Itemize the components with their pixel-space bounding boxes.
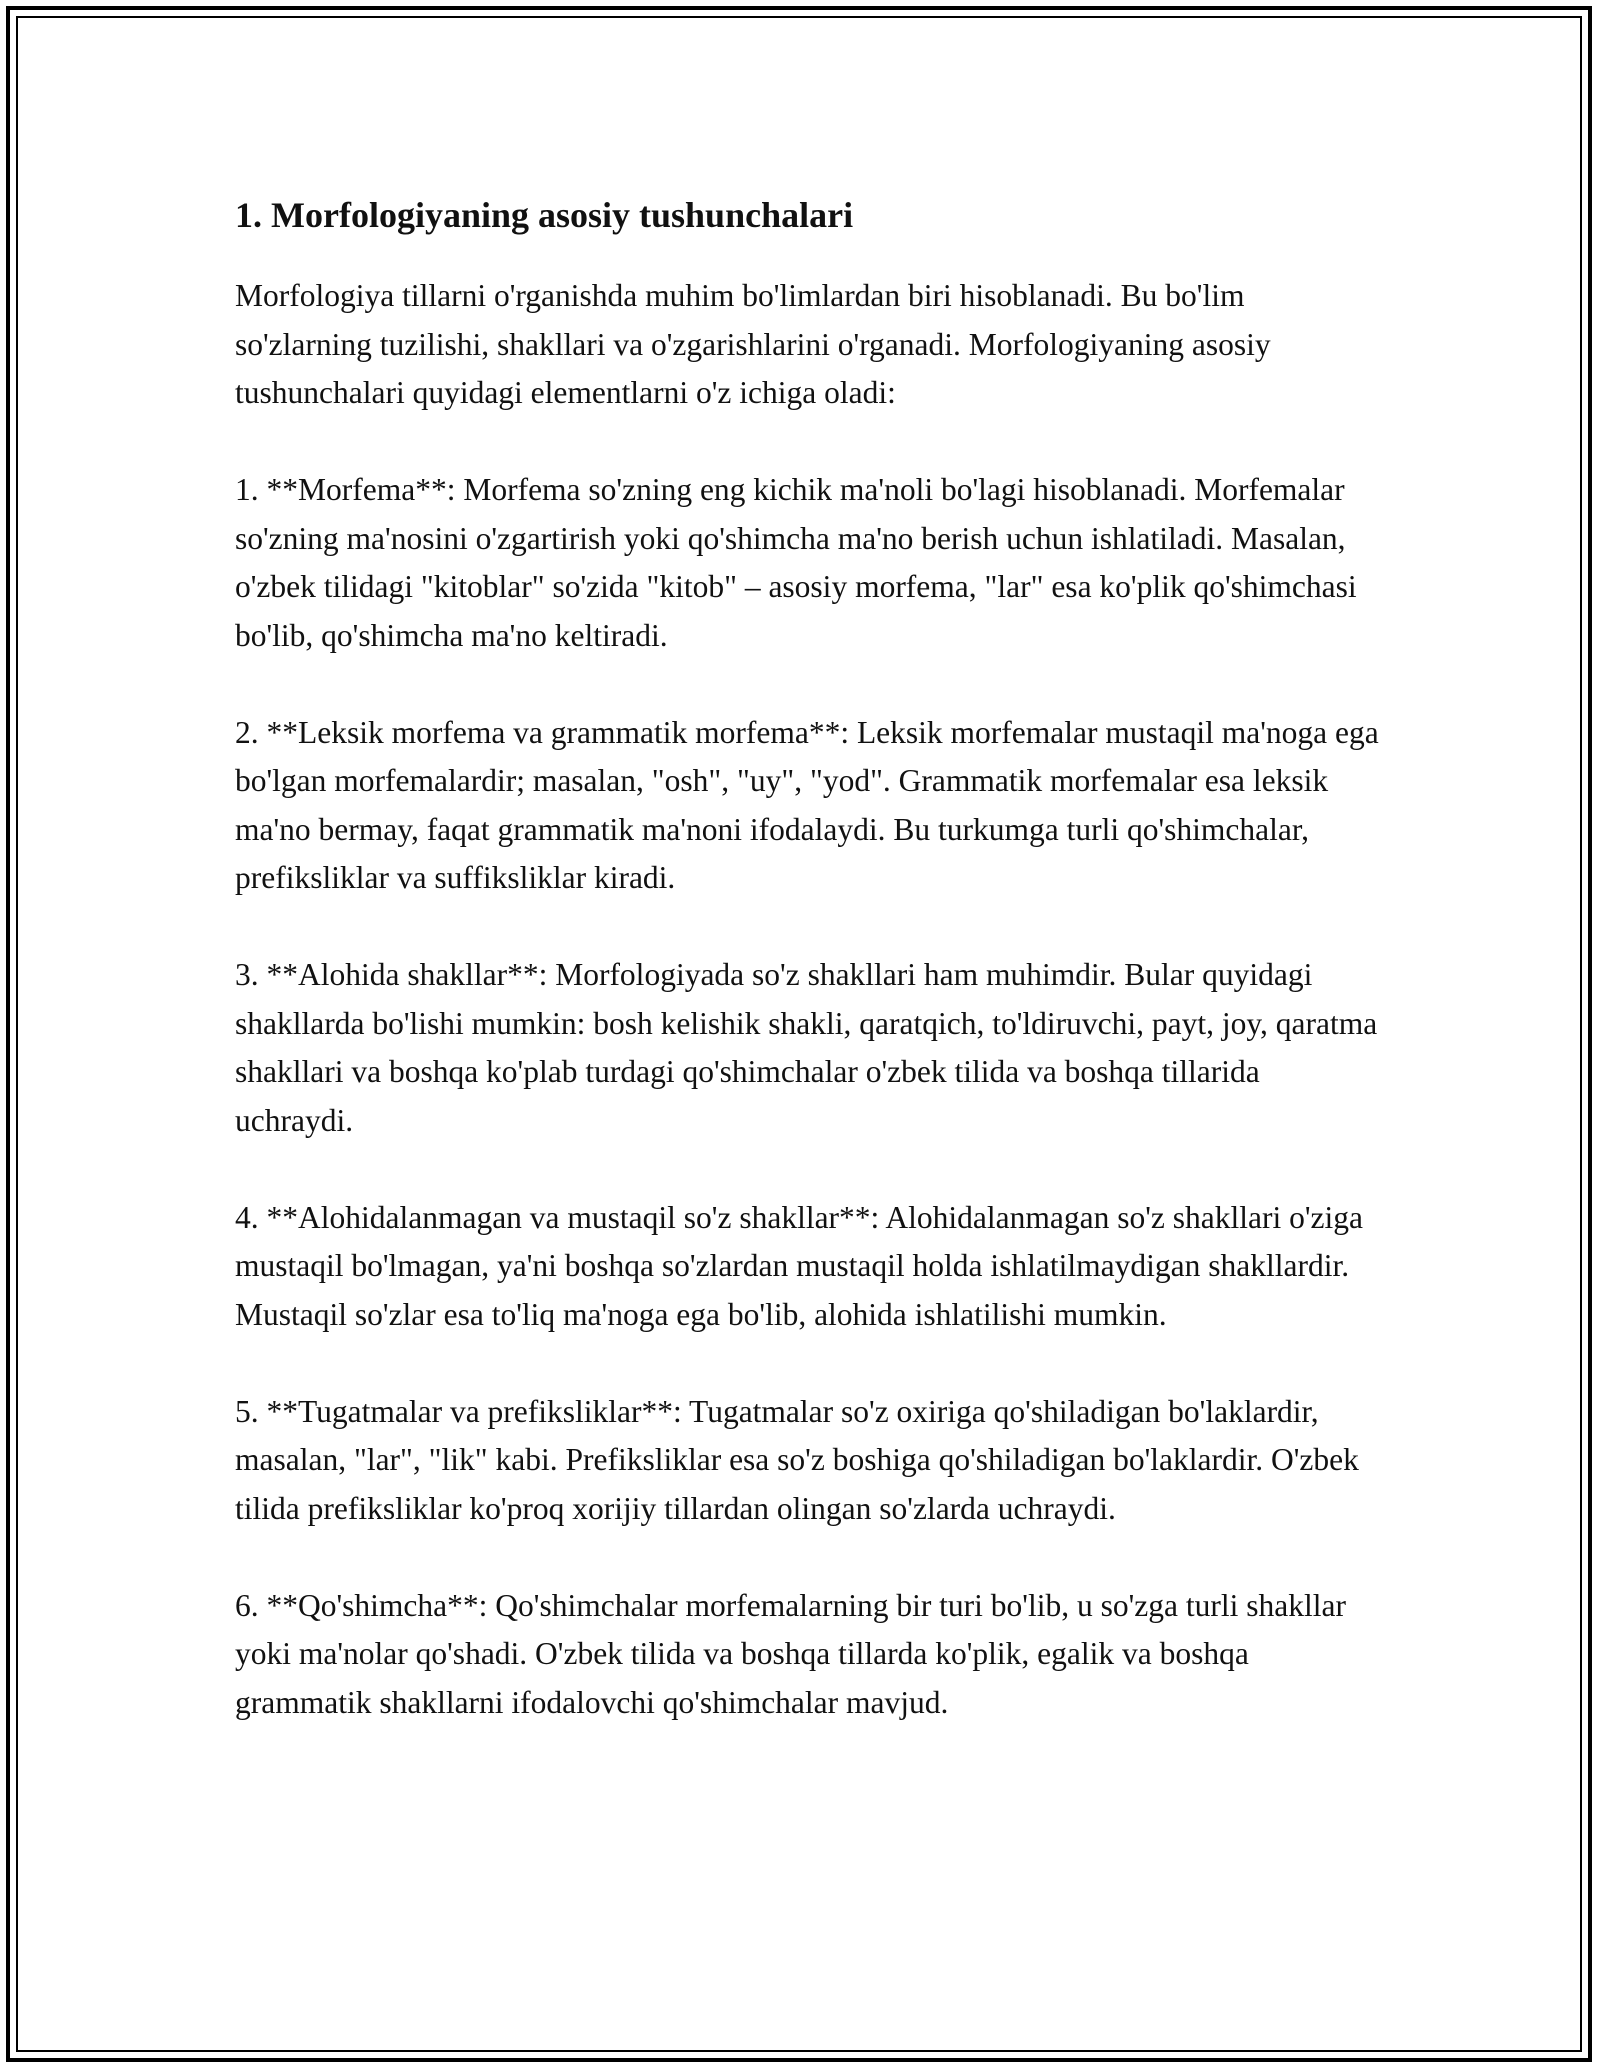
paragraph-tugatmalar: 5. **Tugatmalar va prefiksliklar**: Tugatmalar so'z oxiriga qo'shiladigan bo'laklardir, masalan, "lar", "lik" kabi. Prefiksliklar esa so'z boshiga qo'shiladigan bo'laklardir. O'zbek tilida prefiksliklar ko'proq xorijiy tillardan olingan so'zlarda uchraydi. bbox=[235, 1393, 1359, 1526]
paragraph-qoshimcha: 6. **Qo'shimcha**: Qo'shimchalar morfemalarning bir turi bo'lib, u so'zga turli shakllar yoki ma'nolar qo'shadi. O'zbek tilida va boshqa tillarda ko'plik, egalik va boshqa grammatik shakllarni ifodalovchi qo'shimchalar mavjud. bbox=[235, 1587, 1346, 1720]
paragraph-alohida-shakllar: 3. **Alohida shakllar**: Morfologiyada so'z shakllari ham muhimdir. Bular quyidagi shakllarda bo'lishi mumkin: bosh kelishik shakli, qaratqich, to'ldiruvchi, payt, joy, qaratma shakllari va boshqa ko'plab turdagi qo'shimchalar o'zbek tilida va boshqa tillarida uchraydi. bbox=[235, 957, 1378, 1138]
paragraph-mustaqil-shakllar: 4. **Alohidalanmagan va mustaqil so'z shakllar**: Alohidalanmagan so'z shakllari o'ziga mustaqil bo'lmagan, ya'ni boshqa so'zlardan mustaqil holda ishlatilmaydigan shakllardir. Mustaqil so'zlar esa to'liq ma'noga ega bo'lib, alohida ishlatilishi mumkin. bbox=[235, 1199, 1364, 1332]
intro-paragraph: Morfologiya tillarni o'rganishda muhim bo'limlardan biri hisoblanadi. Bu bo'lim so'zlarning tuzilishi, shakllari va o'zgarishlarini o'rganadi. Morfologiyaning asosiy tushunchalari quyidagi elementlarni o'z ichiga oladi: bbox=[235, 278, 1271, 410]
paragraph-leksik-grammatik: 2. **Leksik morfema va grammatik morfema**: Leksik morfemalar mustaqil ma'noga ega bo'lgan morfemalardir; masalan, "osh", "uy", "yod". Grammatik morfemalar esa leksik ma'no bermay, faqat grammatik ma'noni ifodalaydi. Bu turkumga turli qo'shimchalar, prefiksliklar va suffiksliklar kiradi. bbox=[235, 714, 1379, 895]
paragraph-morfema: 1. **Morfema**: Morfema so'zning eng kichik ma'noli bo'lagi hisoblanadi. Morfemalar so'zning ma'nosini o'zgartirish yoki qo'shimcha ma'no berish uchun ishlatiladi. Masalan, o'zbek tilidagi "kitoblar" so'zida "kitob" – asosiy morfema, "lar" esa ko'plik qo'shimchasi bo'lib, qo'shimcha ma'no keltiradi. bbox=[235, 472, 1357, 653]
document-title: 1. Morfologiyaning asosiy tushunchalari bbox=[235, 195, 854, 235]
document-body bbox=[235, 188, 1385, 1776]
